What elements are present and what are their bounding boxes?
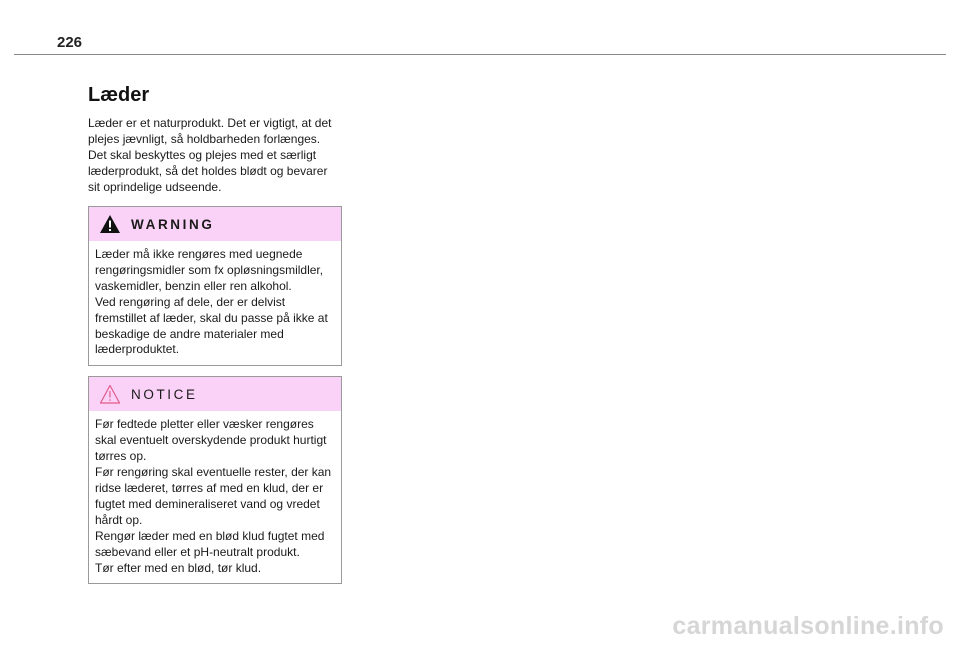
main-content (88, 84, 342, 584)
notice-paragraph: Før fedtede pletter eller væsker rengøres skal eventuelt overskydende produkt hurtigt tørres op. (95, 417, 327, 464)
warning-label: WARNING (131, 216, 215, 232)
header-divider (14, 54, 946, 55)
notice-label: NOTICE (131, 386, 198, 402)
warning-body (89, 241, 341, 365)
intro-paragraph: Læder er et naturprodukt. Det er vigtigt, at det plejes jævnligt, så holdbarheden forlænges. (88, 116, 332, 146)
notice-box (88, 376, 342, 584)
page-number: 226 (57, 34, 83, 51)
notice-triangle-icon (99, 384, 121, 404)
notice-header (89, 377, 341, 411)
warning-box (88, 206, 342, 366)
notice-paragraph: Rengør læder med en blød klud fugtet med sæbevand eller et pH-neutralt produkt. (95, 528, 325, 559)
warning-triangle-icon (99, 214, 121, 234)
notice-body (89, 411, 341, 583)
section-title: Læder (88, 84, 150, 106)
notice-paragraph: Tør efter med en blød, tør klud. (95, 560, 262, 575)
warning-paragraph: Ved rengøring af dele, der er delvist fremstillet af læder, skal du passe på ikke at beskadige de andre materialer med læderproduktet. (95, 294, 328, 357)
warning-paragraph: Læder må ikke rengøres med uegnede rengøringsmidler som fx opløsningsmildler, vaskemidler, benzin eller ren alkohol. (95, 247, 324, 293)
intro-text (88, 115, 342, 195)
watermark: carmanualsonline.info (672, 612, 944, 640)
warning-header (89, 207, 341, 241)
notice-paragraph: Før rengøring skal eventuelle rester, der kan ridse læderet, tørres af med en klud, der er fugtet med demineraliseret vand og vredet hårdt op. (95, 465, 332, 527)
intro-paragraph: Det skal beskyttes og plejes med et særligt læderprodukt, så det holdes blødt og bevarer sit oprindelige udseende. (88, 148, 328, 194)
